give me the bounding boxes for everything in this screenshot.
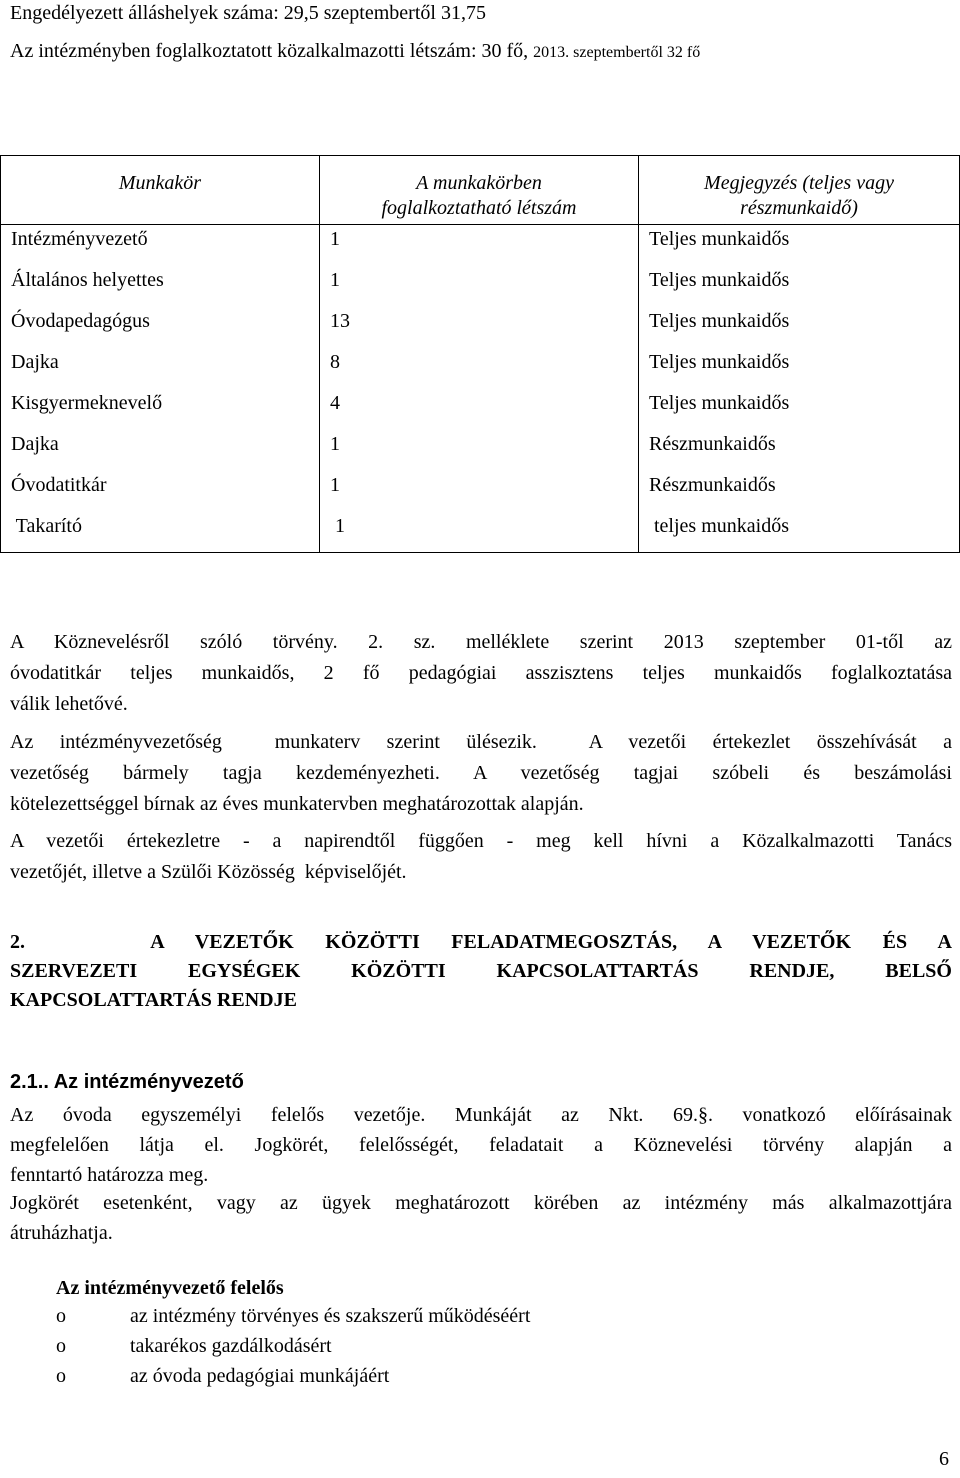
staff-count-small: 2013. szeptembertől 32 fő (533, 44, 701, 61)
cell-position: Óvodatitkár (1, 471, 320, 512)
table-row (1, 225, 960, 266)
table-row (1, 471, 960, 512)
cell-position: Takarító (1, 512, 320, 553)
list-item-text: az óvoda pedagógiai munkájáért (130, 1365, 390, 1387)
cell-remark: teljes munkaidős (639, 512, 960, 553)
text-line: A vezetői értekezletre - a napirendtől függően - meg kell hívni a Közalkalmazotti Tanács (10, 830, 952, 852)
cell-position: Óvodapedagógus (1, 307, 320, 348)
cell-position: Intézményvezető (1, 225, 320, 266)
table-row (1, 430, 960, 471)
text-line: vezetőség bármely tagja kezdeményezheti. A vezetőség tagjai szóbeli és beszámolási (10, 762, 952, 784)
responsibility-list (56, 1301, 530, 1391)
paragraph-invitation (10, 826, 952, 888)
allowed-positions-line: Engedélyezett álláshelyek száma: 29,5 szeptembertől 31,75 (10, 2, 486, 24)
paragraph-delegation (10, 1188, 952, 1248)
text-line: Jogkörét esetenként, vagy az ügyek meghatározott körében az intézmény más alkalmazottjára (10, 1192, 952, 1214)
list-item-text: takarékos gazdálkodásért (130, 1335, 332, 1357)
text-line: válik lehetővé. (10, 693, 128, 715)
list-item (56, 1331, 530, 1361)
cell-position: Általános helyettes (1, 266, 320, 307)
cell-headcount: 8 (320, 348, 639, 389)
text-line: megfelelően látja el. Jogkörét, felelősségét, feladatait a Köznevelési törvény alapján a (10, 1134, 952, 1156)
cell-remark: Részmunkaidős (639, 430, 960, 471)
text-line: kötelezettséggel bírnak az éves munkatervben meghatározottak alapján. (10, 793, 584, 815)
cell-position: Dajka (1, 430, 320, 471)
bullet-marker: o (56, 1335, 66, 1357)
cell-position: Kisgyermeknevelő (1, 389, 320, 430)
paragraph-management-meetings (10, 727, 952, 820)
text-line: vezetőjét, illetve a Szülői Közösség képviselőjét. (10, 861, 407, 883)
bullet-marker: o (56, 1305, 66, 1327)
table-row (1, 389, 960, 430)
text-line: Az intézményvezetőség munkaterv szerint ülésezik. A vezetői értekezlet összehívását a (10, 731, 952, 753)
cell-position: Dajka (1, 348, 320, 389)
header-cell-headcount: A munkakörben foglalkoztatható létszám (320, 156, 639, 225)
cell-remark: Teljes munkaidős (639, 307, 960, 348)
list-item (56, 1361, 530, 1391)
cell-headcount: 1 (320, 225, 639, 266)
text-line: óvodatitkár teljes munkaidős, 2 fő pedagógiai asszisztens teljes munkaidős foglalkoztatása (10, 662, 952, 684)
table-header-row (1, 156, 960, 225)
cell-headcount: 1 (320, 512, 639, 553)
cell-remark: Teljes munkaidős (639, 348, 960, 389)
table-row (1, 512, 960, 553)
heading-line: 2. A VEZETŐK KÖZÖTTI FELADATMEGOSZTÁS, A VEZETŐK ÉS A (10, 931, 952, 953)
cell-remark: Teljes munkaidős (639, 225, 960, 266)
paragraph-law-annex (10, 627, 952, 720)
cell-headcount: 13 (320, 307, 639, 348)
table-row (1, 307, 960, 348)
cell-remark: Teljes munkaidős (639, 389, 960, 430)
list-item-text: az intézmény törvényes és szakszerű működéséért (130, 1305, 531, 1327)
staff-count-line (10, 40, 700, 63)
table-row (1, 348, 960, 389)
cell-headcount: 1 (320, 430, 639, 471)
table-row (1, 266, 960, 307)
list-item (56, 1301, 530, 1331)
header-cell-remark: Megjegyzés (teljes vagy részmunkaidő) (639, 156, 960, 225)
cell-headcount: 4 (320, 389, 639, 430)
responsible-heading: Az intézményvezető felelős (56, 1277, 284, 1299)
staff-count-main: Az intézményben foglalkoztatott közalkalmazotti létszám: 30 fő, (10, 40, 534, 62)
page-number: 6 (939, 1448, 949, 1470)
staff-table (0, 155, 960, 553)
header-cell-position: Munkakör (1, 156, 320, 225)
heading-line: SZERVEZETI EGYSÉGEK KÖZÖTTI KAPCSOLATTARTÁS RENDJE, BELSŐ (10, 960, 952, 982)
text-line: A Köznevelésről szóló törvény. 2. sz. melléklete szerint 2013 szeptember 01-től az (10, 631, 952, 653)
text-line: Az óvoda egyszemélyi felelős vezetője. Munkáját az Nkt. 69.§. vonatkozó előírásainak (10, 1104, 952, 1126)
text-line: fenntartó határozza meg. (10, 1164, 209, 1186)
paragraph-director-role (10, 1100, 952, 1190)
heading-line: KAPCSOLATTARTÁS RENDJE (10, 989, 297, 1011)
bullet-marker: o (56, 1365, 66, 1387)
cell-remark: Teljes munkaidős (639, 266, 960, 307)
section-2-1-heading: 2.1.. Az intézményvezető (10, 1071, 244, 1093)
text-line: átruházhatja. (10, 1222, 113, 1244)
section-2-heading (10, 928, 952, 1015)
cell-headcount: 1 (320, 266, 639, 307)
cell-remark: Részmunkaidős (639, 471, 960, 512)
cell-headcount: 1 (320, 471, 639, 512)
